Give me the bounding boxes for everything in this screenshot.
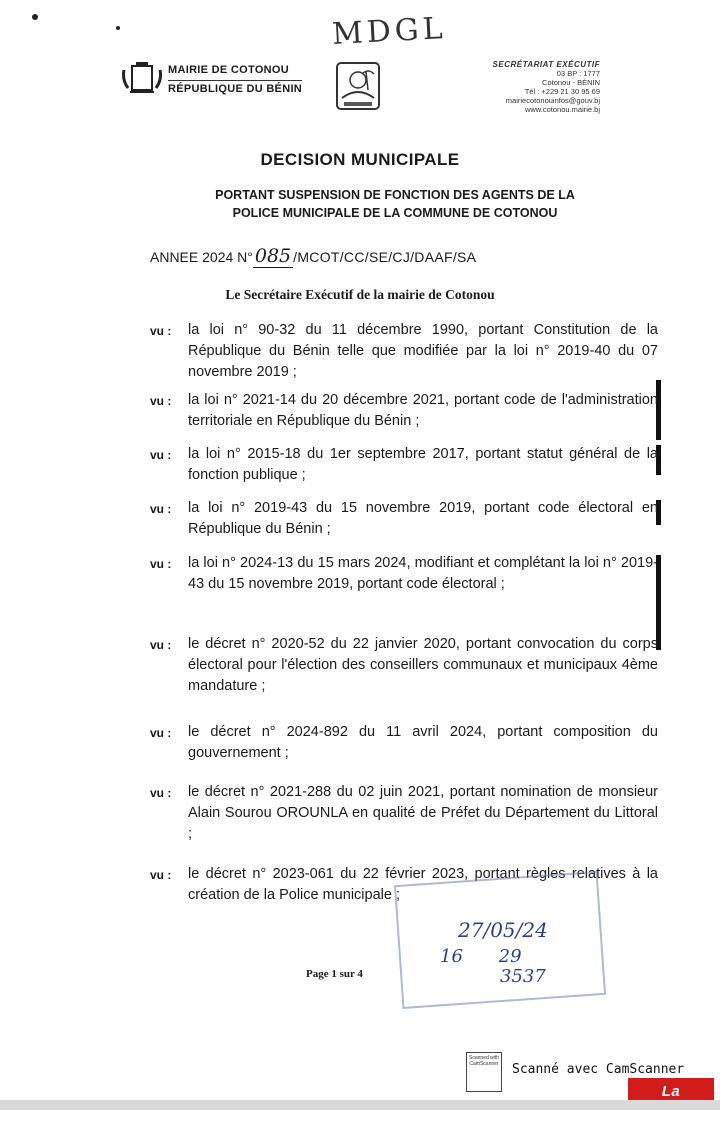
contact-line: Tél : +229 21 30 95 69	[524, 87, 600, 96]
document-title: DECISION MUNICIPALE	[260, 150, 460, 169]
stamp-entry: 16 29	[440, 946, 522, 967]
vu-text: le décret n° 2020-52 du 22 janvier 2020, portant convocation du corps électoral pour l'élection des conseillers communaux et municipaux 4ème mandature ;	[188, 636, 658, 694]
scan-speck	[32, 14, 38, 20]
reference-number: 085	[254, 245, 292, 267]
republic-name: RÉPUBLIQUE DU BÉNIN	[168, 80, 302, 95]
brand-logo: La Tempête	[628, 1078, 714, 1106]
vu-label: vu :	[150, 502, 172, 516]
contact-line: Cotonou - BÉNIN	[542, 78, 600, 87]
contact-line: www.cotonou.mairie.bj	[524, 105, 600, 114]
vu-text: la loi n° 2021-14 du 20 décembre 2021, portant code de l'administration territoriale en République du Bénin ;	[188, 392, 658, 429]
vu-label: vu :	[150, 638, 172, 652]
handwritten-note: MDGL	[331, 11, 448, 52]
scan-speck	[116, 26, 120, 30]
vu-text: la loi n° 2024-13 du 15 mars 2024, modifiant et complétant la loi n° 2019-43 du 15 novembre 2019, portant code électoral ;	[188, 555, 658, 592]
vu-clause	[150, 444, 660, 488]
vu-text: le décret n° 2023-061 du 22 février 2023, portant règles relatives à la création de la Police municipale ;	[188, 866, 658, 903]
vu-label: vu :	[150, 324, 172, 338]
cotonou-logo-icon	[334, 60, 382, 112]
vu-label: vu :	[150, 786, 172, 800]
mairie-name: MAIRIE DE COTONOU	[168, 64, 290, 76]
vu-clause	[150, 390, 660, 434]
vu-clause	[150, 553, 660, 619]
secretariat-title: SECRÉTARIAT EXÉCUTIF	[492, 60, 600, 69]
vu-clause	[150, 722, 660, 766]
reference-codes: /MCOT/CC/SE/CJ/DAAF/SA	[293, 249, 477, 265]
vu-label: vu :	[150, 868, 172, 882]
vu-clause	[150, 498, 660, 542]
subtitle-line: PORTANT SUSPENSION DE FONCTION DES AGENTS DE LA	[215, 188, 575, 202]
bottom-strip	[0, 1100, 720, 1110]
header-right	[430, 60, 600, 114]
header-left	[120, 60, 303, 101]
vu-text: le décret n° 2024-892 du 11 avril 2024, portant composition du gouvernement ;	[188, 724, 658, 761]
stamp-number: 3537	[500, 966, 546, 987]
page-number: Page 1 sur 4	[306, 968, 363, 980]
camscanner-badge: Scanned with CamScanner	[466, 1052, 502, 1092]
vu-text: la loi n° 90-32 du 11 décembre 1990, portant Constitution de la République du Bénin telle que modifiée par la loi n° 2019-40 du 07 novembre 2019 ;	[188, 322, 658, 380]
vu-text: la loi n° 2015-18 du 1er septembre 2017, portant statut général de la fonction publique ;	[188, 446, 658, 483]
coat-of-arms-icon	[120, 60, 164, 96]
vu-label: vu :	[150, 726, 172, 740]
vu-label: vu :	[150, 394, 172, 408]
vu-label: vu :	[150, 448, 172, 462]
contact-line: mairiecotonouinfos@gouv.bj	[505, 96, 600, 105]
vu-text: la loi n° 2019-43 du 15 novembre 2019, portant code électoral en République du Bénin ;	[188, 500, 658, 537]
vu-text: le décret n° 2021-288 du 02 juin 2021, portant nomination de monsieur Alain Sourou OROUNLA en qualité de Préfet du Département du Littoral ;	[188, 784, 658, 842]
camscanner-text: Scanné avec CamScanner	[512, 1062, 685, 1077]
reference-line	[150, 245, 476, 268]
vu-clause	[150, 634, 660, 700]
vu-clause	[150, 320, 660, 386]
contact-line: 03 BP : 1777	[556, 69, 600, 78]
vu-clause	[150, 782, 660, 848]
vu-label: vu :	[150, 557, 172, 571]
reference-prefix: ANNEE 2024 N°	[150, 249, 253, 265]
document-subtitle	[170, 186, 620, 222]
issuer-line: Le Secrétaire Exécutif de la mairie de Cotonou	[225, 287, 495, 302]
subtitle-line: POLICE MUNICIPALE DE LA COMMUNE DE COTONOU	[232, 206, 558, 220]
stamp-date: 27/05/24	[458, 918, 548, 942]
